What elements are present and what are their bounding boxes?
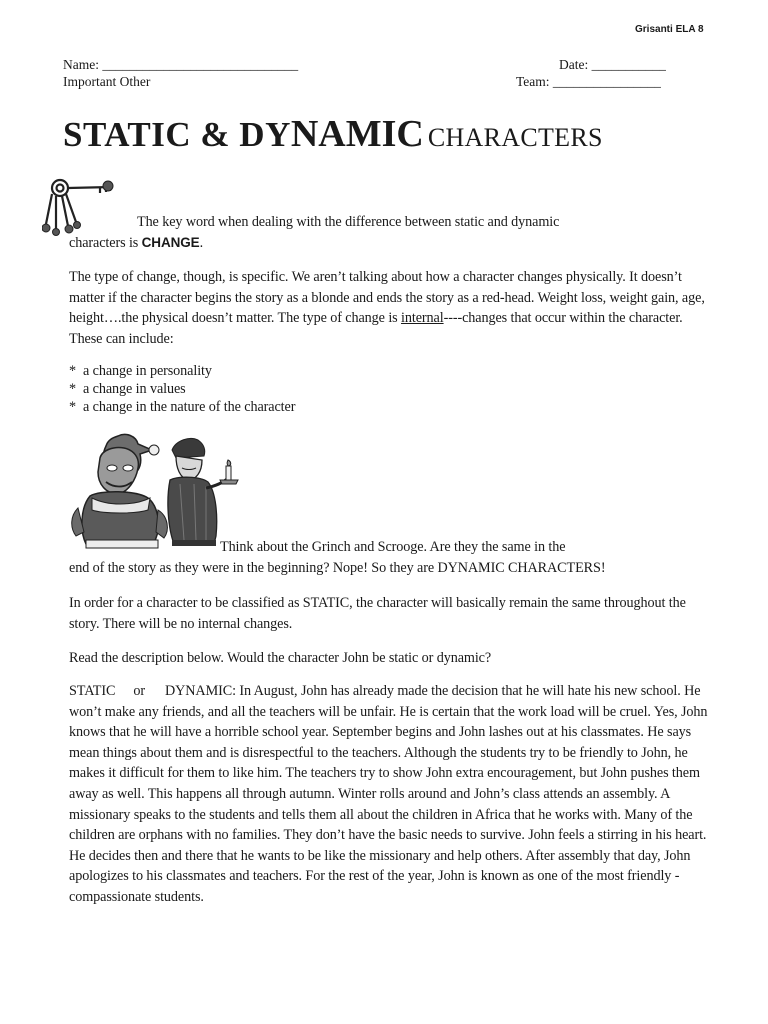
- scrooge-image: [166, 436, 246, 548]
- list-item: * a change in the nature of the character: [69, 399, 296, 415]
- choice-or: or: [133, 683, 145, 699]
- page-title: [63, 112, 603, 156]
- team-blank: ________________: [552, 74, 661, 89]
- list-item: * a change in personality: [69, 363, 212, 379]
- change-list: [69, 362, 295, 416]
- grinch-line-2: end of the story as they were in the beginning? Nope! So they are DYNAMIC CHARACTERS!: [69, 560, 606, 576]
- intro-line-1: The key word when dealing with the difference between static and dynamic: [137, 214, 560, 230]
- keys-icon: [42, 174, 118, 236]
- name-field: [63, 56, 298, 73]
- intro-line-2-pre: characters is: [69, 235, 142, 251]
- name-label: Name:: [63, 57, 99, 72]
- date-label: Date:: [559, 57, 589, 72]
- team-label: Team:: [516, 74, 550, 89]
- intro-line-2: [69, 233, 203, 254]
- intro-line-2-post: .: [199, 235, 204, 251]
- static-paragraph: In order for a character to be classified as STATIC, the character will basically remain the same throughout the story. There will be no internal changes.: [69, 595, 686, 632]
- list-item: * a change in values: [69, 381, 186, 397]
- change-paragraph-pre: The type of change, though, is specific. We aren’t talking about how a character changes physically. It doesn’t matter if the character begins the story as a blonde and ends the story as a red-head. Weight loss, weight gain, age, height….the physical doesn’t matter. The type of change is: [69, 269, 705, 327]
- name-blank: _____________________________: [102, 57, 299, 72]
- change-keyword: CHANGE: [141, 235, 200, 250]
- change-paragraph-post: ----changes that occur within the character. These can include:: [69, 310, 683, 347]
- important-other-label: Important Other: [63, 74, 151, 89]
- grinch-line-1: Think about the Grinch and Scrooge. Are they the same in the: [220, 539, 566, 555]
- team-field: [516, 73, 661, 90]
- internal-keyword: internal: [401, 310, 444, 327]
- title-part-3: CHARACTERS: [427, 123, 603, 152]
- change-paragraph: [69, 267, 719, 349]
- choice-dynamic: DYNAMIC:: [164, 683, 236, 699]
- date-field: [559, 56, 666, 73]
- story-text: In August, John has already made the decision that he will hate his new school. He won’t make any friends, and all the teachers will be unfair. He is certain that the work load will be cruel. Yes, John knows that he will have a horrible school year. September begins and John lashes out at his classmates. He says mean things about them and is disrespectful to the teachers. Although the students try to be friendly to John, he makes it difficult for them to like him. The teachers try to show John extra encouragement, but John pushes them away as well. This happens all through autumn. Winter rolls around and John’s class attends an assembly. A missionary speaks to the students and tells them all about the children in Africa that he works with. Many of the children are orphans with no families. They don’t have the basic needs to survive. John feels a stirring in his heart. He decides then and there that he wants to be like the missionary and help others. After assembly that day, John apologizes to his classmates and teachers. For the rest of the year, John is known as one of the most friendly -compassionate students.: [69, 683, 708, 905]
- corner-label: Grisanti ELA 8: [635, 24, 704, 35]
- choice-static: STATIC: [69, 683, 116, 699]
- title-part-1: STATIC & DY: [63, 115, 291, 154]
- story-paragraph: [69, 681, 721, 908]
- date-blank: ___________: [591, 57, 666, 72]
- read-prompt: Read the description below. Would the character John be static or dynamic?: [69, 650, 492, 666]
- title-part-2: NAMIC: [290, 113, 424, 155]
